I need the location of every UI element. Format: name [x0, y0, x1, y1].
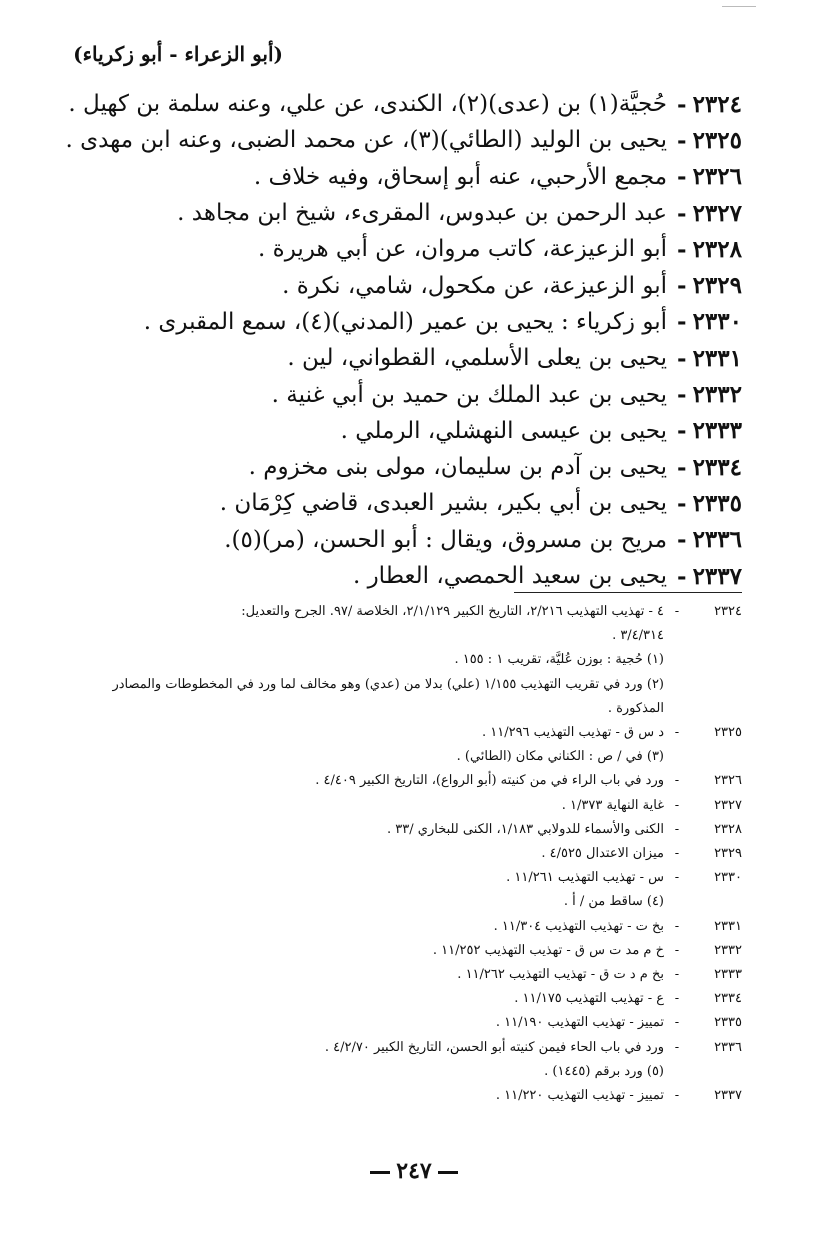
footnote-row: [102, 1011, 742, 1035]
footnote-dash: -: [674, 991, 680, 1007]
footnote-text: س - تهذيب التهذيب ١١/٢٦١ .: [506, 870, 664, 886]
footnote-dash: -: [674, 967, 680, 983]
entry-row: [42, 522, 742, 558]
footnote-dash: -: [674, 918, 680, 934]
footnote-ref: [690, 1060, 742, 1084]
footnote-dash: -: [674, 1015, 680, 1031]
footnote-text: غاية النهاية ١/٣٧٣ .: [561, 797, 664, 813]
footnote-text: بخ م د ت ق - تهذيب التهذيب ١١/٢٦٢ .: [457, 967, 664, 983]
footnote-row: [102, 1036, 742, 1060]
footnote-text: ورد في باب الحاء فيمن كنيته أبو الحسن، التاريخ الكبير ٤/٢/٧٠ .: [324, 1039, 664, 1055]
footnote-text: تمييز - تهذيب التهذيب ١١/١٩٠ .: [495, 1015, 664, 1031]
footnotes: [102, 600, 742, 1108]
footnote-text: ٤ - تهذيب التهذيب ٢/٢١٦، التاريخ الكبير ٢/١/١٢٩، الخلاصة /٩٧. الجرح والتعديل:: [241, 604, 664, 619]
footnote-ref: ٢٣٢٨: [714, 821, 742, 837]
entry-number: ٢٣٢٥: [692, 126, 742, 154]
footnote-row: [102, 721, 742, 745]
entry-dash: -: [677, 235, 687, 263]
footnote-row: [102, 963, 742, 987]
entry-dash: -: [677, 562, 687, 590]
footnote-text: د س ق - تهذيب التهذيب ١١/٢٩٦ .: [481, 725, 664, 741]
entry-text: أبو الزعيزعة، كاتب مروان، عن أبي هريرة .: [258, 236, 668, 263]
entry-dash: -: [677, 199, 687, 227]
entry-dash: -: [677, 417, 687, 445]
footnote-dash: -: [674, 773, 680, 789]
footnote-ref: [690, 697, 742, 721]
footnote-ref: ٢٣٢٥: [714, 725, 742, 741]
footnote-row: [102, 987, 742, 1011]
footnote-ref: ٢٣٢٩: [714, 846, 742, 862]
entry-number: ٢٣٢٤: [692, 90, 742, 118]
entry-number: ٢٣٣٠: [692, 308, 742, 336]
entry-number: ٢٣٢٦: [692, 163, 742, 191]
entry-text: مجمع الأرحبي، عنه أبو إسحاق، وفيه خلاف .: [253, 163, 668, 190]
footnote-ref: ٢٣٢٦: [714, 773, 742, 789]
footnote-row: [102, 842, 742, 866]
entry-dash: -: [677, 163, 687, 191]
entry-list: [42, 86, 742, 594]
footnote-text: الكنى والأسماء للدولابي ١/١٨٣، الكنى للبخاري /٣٣ .: [387, 821, 664, 837]
entry-dash: -: [677, 344, 687, 372]
footnote-row: [102, 939, 742, 963]
footnote-ref: ٢٣٣٦: [714, 1039, 742, 1055]
entry-number: ٢٣٣٥: [692, 489, 742, 517]
page-number-text: ٢٤٧: [396, 1158, 432, 1184]
entry-row: [42, 413, 742, 449]
footnote-row: [102, 890, 742, 914]
entry-dash: -: [677, 90, 687, 118]
entry-row: [42, 159, 742, 195]
footnote-text: (١) حُجية : بوزن عُليَّة، تقريب ١ : ١٥٥ .: [454, 652, 664, 668]
entry-row: [42, 86, 742, 122]
page-number-dash-left: [438, 1171, 458, 1174]
footnote-dash: -: [674, 797, 680, 813]
footnote-ref: ٢٣٣٤: [714, 991, 742, 1007]
footnote-ref: [690, 648, 742, 672]
entry-row: [42, 304, 742, 340]
footnote-text: (٤) ساقط من / أ .: [563, 894, 664, 910]
footnote-row: [102, 818, 742, 842]
footnote-dash: [664, 890, 690, 914]
entry-text: يحيى بن يعلى الأسلمي، القطواني، لين .: [287, 345, 668, 372]
footnote-ref: ٢٣٢٧: [714, 797, 742, 813]
footnote-ref: [690, 673, 742, 697]
footnote-text: خ م مد ت س ق - تهذيب التهذيب ١١/٢٥٢ .: [432, 942, 664, 958]
entry-row: [42, 376, 742, 412]
footnote-dash: -: [674, 725, 680, 741]
page-number-dash-right: [370, 1171, 390, 1174]
footnote-dash: [664, 673, 690, 697]
entry-text: حُجيَّة(١) بن (عدى)(٢)، الكندى، عن علي، وعنه سلمة بن كهيل .: [68, 91, 668, 118]
footnote-ref: ٢٣٣٥: [714, 1015, 742, 1031]
entry-dash: -: [677, 381, 687, 409]
footnote-row: [102, 915, 742, 939]
entry-dash: -: [677, 308, 687, 336]
footnote-row: [102, 1084, 742, 1108]
footnote-dash: -: [674, 846, 680, 862]
entry-number: ٢٣٣٧: [692, 562, 742, 590]
footnote-row: [102, 600, 742, 624]
entry-number: ٢٣٣٢: [692, 381, 742, 409]
entry-row: [42, 558, 742, 594]
footnote-text: ورد في باب الراء في من كنيته (أبو الرواع)، التاريخ الكبير ٤/٤٠٩ .: [315, 773, 664, 789]
entry-row: [42, 340, 742, 376]
entry-dash: -: [677, 489, 687, 517]
page-header: (أبو الزعراء - أبو زكرياء): [73, 42, 283, 66]
footnote-dash: [664, 697, 690, 721]
entry-row: [42, 449, 742, 485]
footnote-text: (٢) ورد في تقريب التهذيب ١/١٥٥ (علي) بدلا من (عدي) وهو مخالف لما ورد في المخطوطات والمصادر: [112, 676, 664, 692]
entry-text: يحيى بن عيسى النهشلي، الرملي .: [340, 417, 668, 444]
footnote-text: تمييز - تهذيب التهذيب ١١/٢٢٠ .: [495, 1088, 664, 1104]
entry-text: يحيى بن عبد الملك بن حميد بن أبي غنية .: [271, 381, 668, 408]
footnote-ref: ٢٣٣٢: [714, 942, 742, 958]
footnote-text: (٣) في / ص : الكناني مكان (الطائي) .: [456, 749, 664, 765]
footnote-row: [102, 794, 742, 818]
entry-row: [42, 267, 742, 303]
footnote-text: ٣/٤/٣١٤ .: [612, 628, 664, 644]
footnote-row: [102, 648, 742, 672]
entry-text: يحيى بن أبي بكير، بشير العبدى، قاضي كِرْمَان .: [219, 490, 668, 517]
entry-text: يحيى بن آدم بن سليمان، مولى بنى مخزوم .: [248, 454, 668, 481]
footnote-text: ع - تهذيب التهذيب ١١/١٧٥ .: [514, 991, 664, 1007]
entry-dash: -: [677, 272, 687, 300]
entry-dash: -: [677, 526, 687, 554]
entry-text: أبو زكرياء : يحيى بن عمير (المدني)(٤)، سمع المقبرى .: [143, 308, 668, 335]
footnote-dash: -: [674, 1088, 680, 1104]
entry-row: [42, 195, 742, 231]
entry-number: ٢٣٢٧: [692, 199, 742, 227]
footnote-ref: ٢٣٣٧: [714, 1088, 742, 1104]
scan-mark: [722, 6, 756, 7]
entry-text: أبو الزعيزعة، عن مكحول، شامي، نكرة .: [282, 272, 668, 299]
footnote-row: [102, 769, 742, 793]
footnote-row: [102, 866, 742, 890]
footnote-dash: [664, 624, 690, 648]
entry-number: ٢٣٣٤: [692, 453, 742, 481]
footnote-ref: ٢٣٣٣: [714, 967, 742, 983]
footnote-dash: [664, 1060, 690, 1084]
entry-number: ٢٣٣١: [692, 344, 742, 372]
footnote-dash: -: [674, 821, 680, 837]
entry-text: عبد الرحمن بن عبدوس، المقرىء، شيخ ابن مجاهد .: [177, 200, 668, 227]
entry-text: مريح بن مسروق، ويقال : أبو الحسن، (مر)(٥).: [224, 526, 668, 553]
page-number: [0, 1158, 828, 1184]
footnote-ref: [690, 624, 742, 648]
entry-dash: -: [677, 453, 687, 481]
entry-text: يحيى بن سعيد الحمصي، العطار .: [352, 563, 668, 589]
footnote-ref: ٢٣٢٤: [714, 604, 742, 619]
footnote-ref: [690, 745, 742, 769]
footnote-ref: ٢٣٣٠: [714, 870, 742, 886]
entry-row: [42, 485, 742, 521]
footnote-row: [102, 1060, 742, 1084]
footnote-divider: [514, 592, 742, 593]
entry-row: [42, 122, 742, 158]
footnote-dash: -: [674, 604, 680, 619]
footnote-ref: [690, 890, 742, 914]
entry-number: ٢٣٣٣: [692, 417, 742, 445]
footnote-text: المذكورة .: [607, 700, 664, 716]
footnote-text: بخ ت - تهذيب التهذيب ١١/٣٠٤ .: [493, 918, 664, 934]
entry-number: ٢٣٢٨: [692, 235, 742, 263]
entry-dash: -: [677, 126, 687, 154]
footnote-dash: -: [674, 942, 680, 958]
footnote-dash: -: [674, 1039, 680, 1055]
footnote-ref: ٢٣٣١: [714, 918, 742, 934]
footnote-row: [102, 697, 742, 721]
entry-number: ٢٣٣٦: [692, 526, 742, 554]
footnote-text: (٥) ورد برقم (١٤٤٥) .: [544, 1063, 664, 1079]
footnote-dash: [664, 648, 690, 672]
footnote-row: [102, 624, 742, 648]
footnote-text: ميزان الاعتدال ٤/٥٢٥ .: [541, 846, 664, 862]
entry-text: يحيى بن الوليد (الطائي)(٣)، عن محمد الضبى، وعنه ابن مهدى .: [65, 127, 668, 154]
footnote-dash: [664, 745, 690, 769]
footnote-row: [102, 745, 742, 769]
footnote-row: [102, 673, 742, 697]
entry-row: [42, 231, 742, 267]
footnote-dash: -: [674, 870, 680, 886]
entry-number: ٢٣٢٩: [692, 272, 742, 300]
